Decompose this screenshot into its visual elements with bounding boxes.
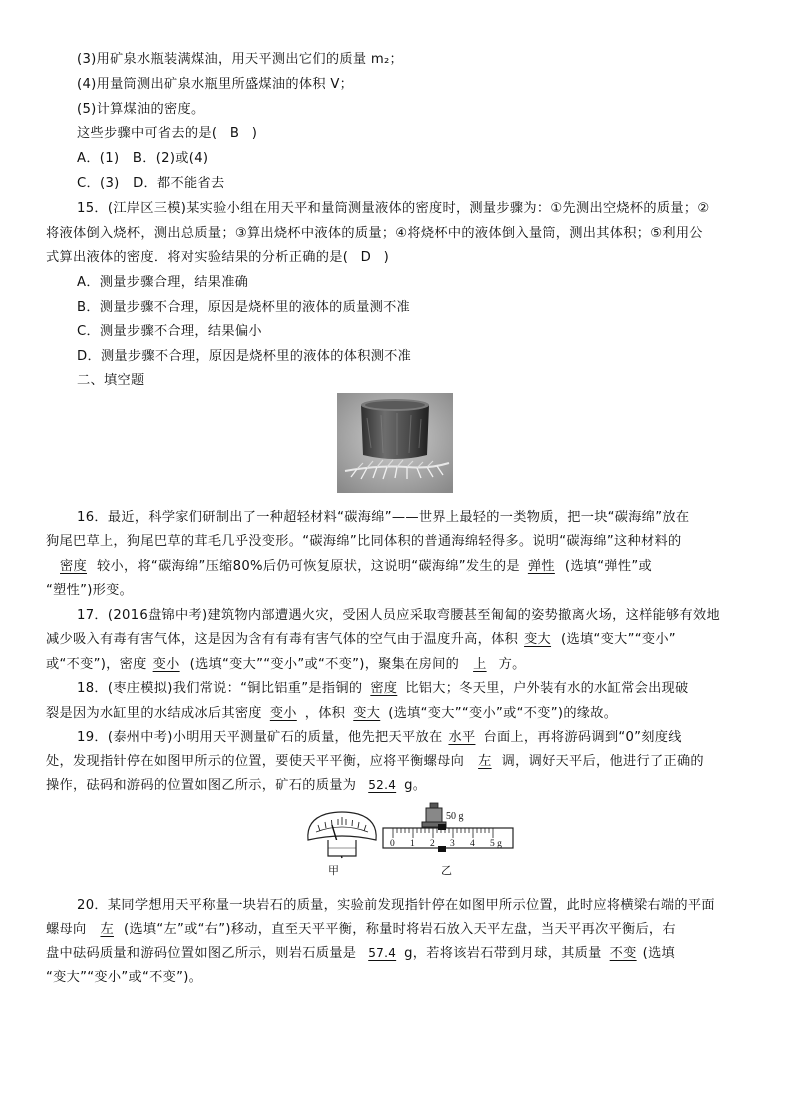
label-jia: 甲 bbox=[328, 865, 339, 877]
q15-option-a: A．测量步骤合理，结果准确 bbox=[77, 275, 249, 290]
q17-line2 bbox=[46, 630, 676, 649]
q20-line3-text: 盘中砝码质量和游码位置如图乙所示，则岩石质量是 bbox=[46, 946, 357, 961]
q16-line4: “塑性”)形变。 bbox=[46, 583, 134, 598]
q18-line1 bbox=[77, 679, 689, 698]
q18-answer-3: 变大 bbox=[353, 706, 381, 721]
q18-line1-text: 18．(枣庄模拟)我们常说：“铜比铝重”是指铜的 bbox=[77, 681, 363, 696]
q20-line1: 20．某同学想用天平称量一块岩石的质量，实验前发现指针停在如图甲所示位置，此时应将横梁右端的平面 bbox=[77, 898, 715, 913]
q14-question-text: 这些步骤中可省去的是( bbox=[77, 126, 218, 141]
q14-step3: (3)用矿泉水瓶装满煤油，用天平测出它们的质量 m₂； bbox=[77, 52, 404, 67]
q19-answer-2: 左 bbox=[478, 754, 492, 769]
q15-answer: D bbox=[360, 250, 372, 265]
q20-line3 bbox=[46, 944, 675, 963]
tick-3: 3 bbox=[450, 839, 455, 849]
q16-line1: 16．最近，科学家们研制出了一种超轻材料“碳海绵”——世界上最轻的一类物质，把一块“碳海绵”放在 bbox=[77, 510, 690, 525]
q16-line3 bbox=[46, 557, 652, 576]
q19-line3-post: g。 bbox=[404, 778, 427, 793]
q19-line2 bbox=[46, 752, 704, 771]
weight-label: 50 g bbox=[446, 811, 464, 822]
q15-line3 bbox=[46, 248, 389, 267]
q15-option-d: D．测量步骤不合理，原因是烧杯里的液体的体积测不准 bbox=[77, 349, 412, 364]
q19-line3-text: 操作，砝码和游码的位置如图乙所示，矿石的质量为 bbox=[46, 778, 357, 793]
tick-2: 2 bbox=[430, 839, 435, 849]
tick-1: 1 bbox=[410, 839, 415, 849]
q17-answer-3: 上 bbox=[473, 657, 487, 672]
q20-line4: “变大”“变小”或“不变”)。 bbox=[46, 970, 203, 985]
q14-close: ) bbox=[251, 126, 258, 141]
q18-answer-2: 变小 bbox=[269, 706, 297, 721]
q15-option-c: C．测量步骤不合理，结果偏小 bbox=[77, 324, 262, 339]
tick-5: 5 g bbox=[490, 839, 502, 849]
q19-line1-text: 19．(泰州中考)小明用天平测量矿石的质量，他先把天平放在 bbox=[77, 730, 443, 745]
q14-answer: B bbox=[229, 126, 240, 141]
q20-line3-mid: g，若将该岩石带到月球，其质量 bbox=[404, 946, 602, 961]
q14-step4: (4)用量筒测出矿泉水瓶里所盛煤油的体积 V； bbox=[77, 77, 354, 92]
q19-line2-post: 调，调好天平后，他进行了正确的 bbox=[501, 754, 704, 769]
q17-line2-text: 减少吸入有毒有害气体，这是因为含有有毒有害气体的空气由于温度升高，体积 bbox=[46, 632, 519, 647]
label-yi: 乙 bbox=[441, 865, 452, 877]
carbon-sponge-photo bbox=[337, 393, 453, 493]
q17-answer-2: 变小 bbox=[152, 657, 180, 672]
q19-line1 bbox=[77, 728, 682, 747]
q17-line3 bbox=[46, 655, 526, 674]
q18-line2 bbox=[46, 704, 617, 723]
q16-line3-mid: 较小，将“碳海绵”压缩80%后仍可恢复原状，这说明“碳海绵”发生的是 bbox=[96, 559, 520, 574]
rider-bottom bbox=[438, 846, 446, 852]
tick-0: 0 bbox=[390, 839, 395, 849]
q16-line3-post: (选填“弹性”或 bbox=[564, 559, 653, 574]
q14-step5: (5)计算煤油的密度。 bbox=[77, 102, 205, 117]
q14-options-2: C．(3) D．都不能省去 bbox=[77, 176, 225, 191]
q20-answer-2: 57.4 bbox=[368, 946, 397, 960]
balance-figure bbox=[298, 800, 516, 878]
q17-answer-1: 变大 bbox=[524, 632, 552, 647]
q18-line1-post: 比铝大；冬天里，户外装有水的水缸常会出现破 bbox=[405, 681, 689, 696]
q19-answer-3: 52.4 bbox=[368, 778, 397, 792]
q20-line2 bbox=[46, 920, 676, 939]
q14-options-1: A．(1) B．(2)或(4) bbox=[77, 151, 209, 166]
section-heading-fill-in: 二、填空题 bbox=[77, 373, 145, 388]
q17-line3-text: 或“不变”)，密度 bbox=[46, 657, 147, 672]
q19-line3 bbox=[46, 776, 426, 795]
q20-line2-post: (选填“左”或“右”)移动，直至天平平衡，称量时将岩石放入天平左盘，当天平再次平衡后，右 bbox=[123, 922, 676, 937]
q17-line2-post: (选填“变大”“变小” bbox=[561, 632, 676, 647]
q15-line1: 15．(江岸区三模)某实验小组在用天平和量筒测量液体的密度时，测量步骤为：①先测出空烧杯的质量；② bbox=[77, 201, 710, 216]
q19-answer-1: 水平 bbox=[448, 730, 476, 745]
q20-line2-text: 螺母向 bbox=[46, 922, 87, 937]
q18-line2-text: 裂是因为水缸里的水结成冰后其密度 bbox=[46, 706, 262, 721]
rider-top bbox=[438, 824, 446, 830]
q20-answer-1: 左 bbox=[100, 922, 114, 937]
q17-line1: 17．(2016盘锦中考)建筑物内部遭遇火灾，受困人员应采取弯腰甚至匍匐的姿势撤离火场，这样能够有效地 bbox=[77, 608, 720, 623]
q18-line2-mid: ，体积 bbox=[304, 706, 346, 721]
q17-line3-post: 方。 bbox=[498, 657, 526, 672]
q15-line3-text: 式算出液体的密度．将对实验结果的分析正确的是( bbox=[46, 250, 349, 265]
q16-answer-2: 弹性 bbox=[527, 559, 555, 574]
q15-line3-close: ) bbox=[383, 250, 390, 265]
q17-line3-mid: (选填“变大”“变小”或“不变”)，聚集在房间的 bbox=[189, 657, 460, 672]
weight-icon bbox=[422, 803, 446, 827]
q18-line2-post: (选填“变大”“变小”或“不变”)的缘故。 bbox=[388, 706, 618, 721]
q15-line2: 将液体倒入烧杯，测出总质量；③算出烧杯中液体的质量；④将烧杯中的液体倒入量筒，测出其体积；⑤利用公 bbox=[46, 226, 703, 241]
q20-line3-post: (选填 bbox=[642, 946, 676, 961]
q19-line1-post: 台面上，再将游码调到“0”刻度线 bbox=[483, 730, 682, 745]
dial-figure-jia bbox=[308, 812, 376, 858]
tick-4: 4 bbox=[470, 839, 475, 849]
q20-answer-3: 不变 bbox=[609, 946, 637, 961]
q18-answer-1: 密度 bbox=[370, 681, 398, 696]
q16-answer-1: 密度 bbox=[60, 559, 87, 574]
q19-line2-text: 处，发现指针停在如图甲所示的位置，要使天平平衡，应将平衡螺母向 bbox=[46, 754, 465, 769]
q15-option-b: B．测量步骤不合理，原因是烧杯里的液体的质量测不准 bbox=[77, 300, 411, 315]
q16-line2: 狗尾巴草上，狗尾巴草的茸毛几乎没变形。“碳海绵”比同体积的普通海绵轻得多。说明“碳海绵”这种材料的 bbox=[46, 534, 682, 549]
q14-question bbox=[77, 124, 257, 143]
